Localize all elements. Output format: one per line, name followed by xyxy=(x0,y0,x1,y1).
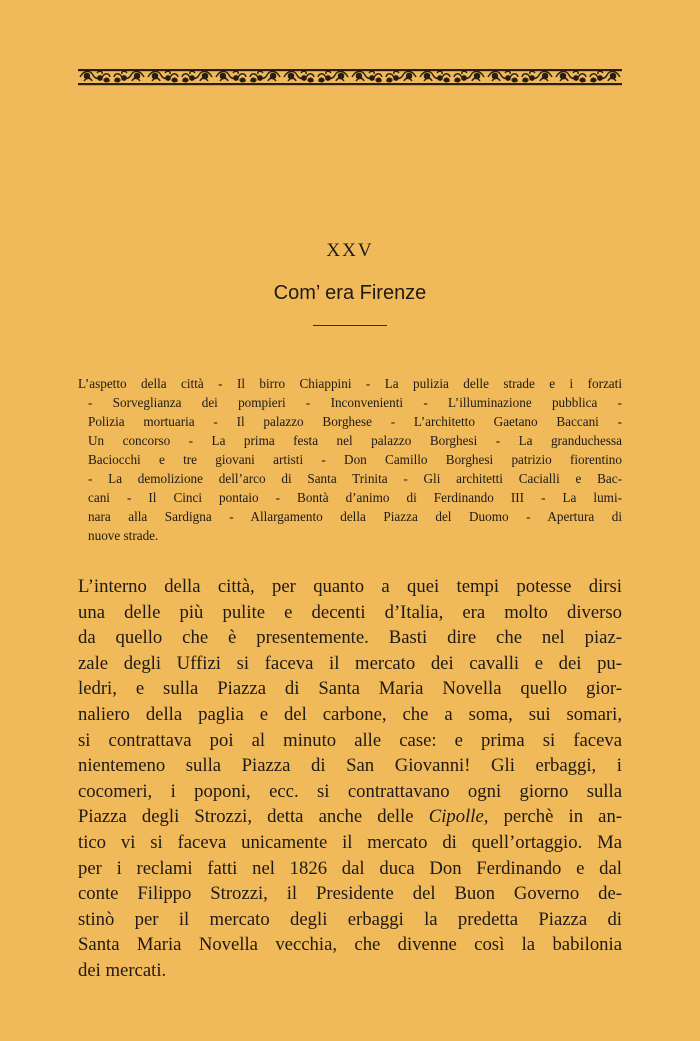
body-line: cocomeri, i poponi, ecc. si contrattavano ogni giorno sulla xyxy=(78,780,622,802)
summary-line: L’aspetto della città - Il birro Chiappini - La pulizia delle strade e i forzati xyxy=(78,376,622,391)
body-line: naliero della paglia e del carbone, che a soma, sui somari, xyxy=(78,703,622,725)
body-line: ledri, e sulla Piazza di Santa Maria Novella quello gior- xyxy=(78,678,622,700)
summary-line: nuove strade. xyxy=(88,528,159,543)
summary-line: nara alla Sardigna - Allargamento della Piazza del Duomo - Apertura di xyxy=(88,509,622,524)
title-divider xyxy=(313,325,387,326)
body-line: L’interno della città, per quanto a quei tempi potesse dirsi xyxy=(78,576,622,597)
chapter-number: XXV xyxy=(326,240,374,261)
body-line: stinò per il mercato degli erbaggi la predetta Piazza di xyxy=(78,908,622,930)
body-line: dei mercati. xyxy=(78,959,167,981)
chapter-summary xyxy=(78,374,622,545)
summary-line: cani - Il Cinci pontaio - Bontà d’animo di Ferdinando III - La lumi- xyxy=(88,490,622,505)
floral-headpiece-ornament xyxy=(78,66,622,88)
body-line: tico vi si faceva unicamente il mercato di quell’ortaggio. Ma xyxy=(78,831,622,853)
body-line: Santa Maria Novella vecchia, che divenne così la babilonia xyxy=(78,934,622,956)
body-paragraph xyxy=(78,574,622,984)
chapter-title: Com’ era Firenze xyxy=(273,282,427,304)
summary-line: - La demolizione dell’arco di Santa Trinita - Gli architetti Cacialli e Bac- xyxy=(88,471,622,486)
body-line-tail: perchè in an- xyxy=(503,806,623,828)
body-line-with-italic xyxy=(78,804,622,830)
summary-line: Polizia mortuaria - Il palazzo Borghese - L’architetto Gaetano Baccani - xyxy=(88,414,622,429)
summary-line: Baciocchi e tre giovani artisti - Don Camillo Borghesi patrizio fiorentino xyxy=(88,452,622,467)
body-line: si contrattava poi al minuto alle case: e prima si faceva xyxy=(78,729,622,751)
summary-line: Un concorso - La prima festa nel palazzo Borghesi - La granduchessa xyxy=(88,433,622,448)
body-line: conte Filippo Strozzi, il Presidente del Buon Governo de- xyxy=(78,883,622,905)
summary-line: - Sorveglianza dei pompieri - Inconvenienti - L’illuminazione pubblica - xyxy=(88,395,622,410)
italic-word: Cipolle, xyxy=(428,806,489,828)
body-line: nientemeno sulla Piazza di San Giovanni! Gli erbaggi, i xyxy=(78,755,622,777)
body-line: per i reclami fatti nel 1826 dal duca Don Ferdinando e dal xyxy=(78,857,622,879)
body-line-head: Piazza degli Strozzi, detta anche delle xyxy=(78,806,414,828)
body-line: da quello che è presentemente. Basti dire che nel piaz- xyxy=(78,627,622,649)
body-line: una delle più pulite e decenti d’Italia, era molto diverso xyxy=(78,601,622,623)
body-line: zale degli Uffizi si faceva il mercato dei cavalli e dei pu- xyxy=(78,652,622,674)
